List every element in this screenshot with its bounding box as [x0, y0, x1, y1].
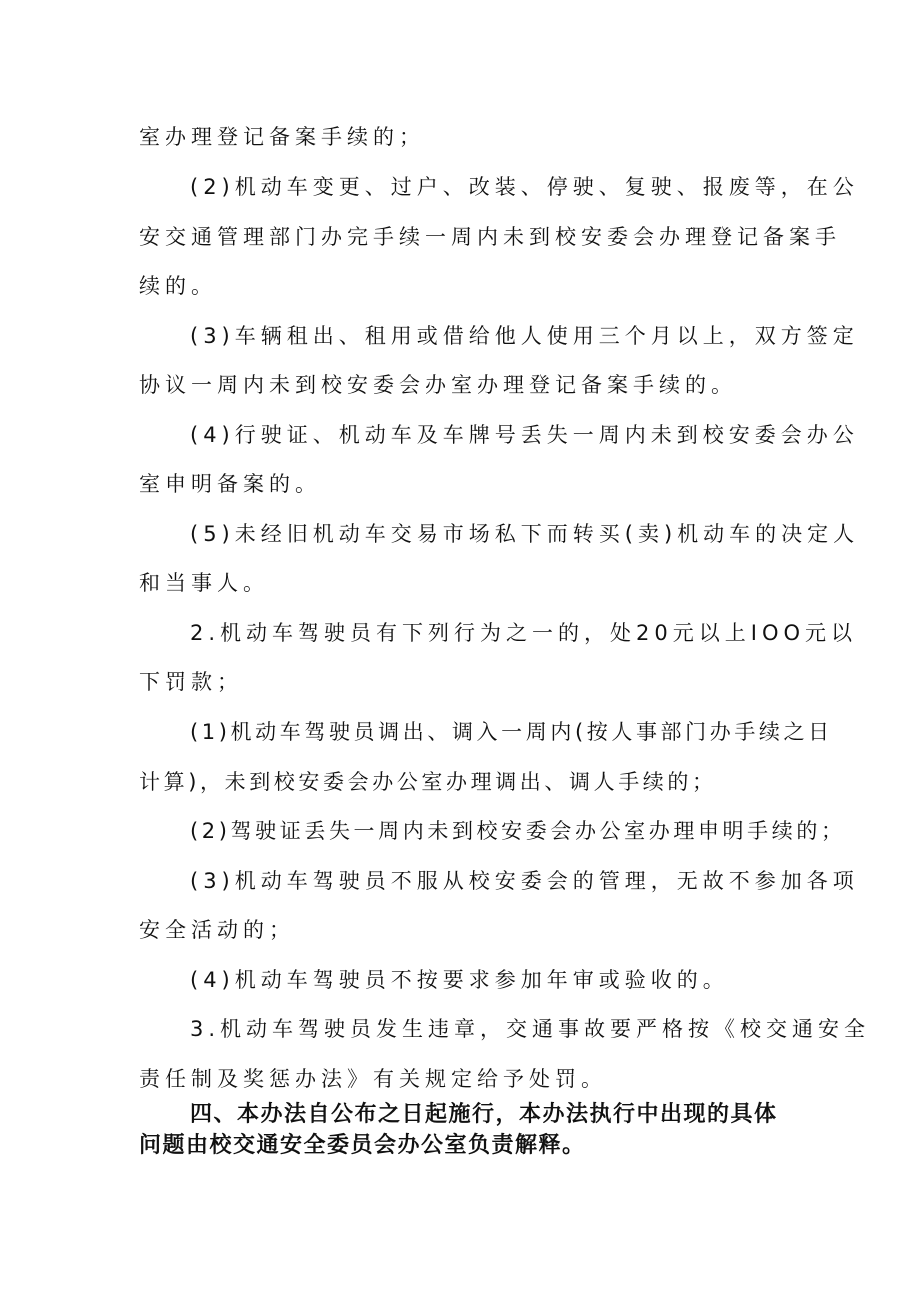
text-line: 2.机动车驾驶员有下列行为之一的，处20元以上IOO元以 [190, 621, 858, 645]
text-line: (2)驾驶证丢失一周内未到校安委会办公室办理申明手续的； [190, 819, 846, 843]
text-line: 下罚款； [139, 670, 243, 694]
text-line: (3)车辆租出、租用或借给他人使用三个月以上，双方签定 [190, 324, 859, 348]
text-line: 协议一周内未到校安委会办室办理登记备案手续的。 [139, 373, 737, 397]
text-line: (4)行驶证、机动车及车牌号丢失一周内未到校安委会办公 [190, 423, 859, 447]
text-line: (5)未经旧机动车交易市场私下而转买(卖)机动车的决定人 [190, 522, 860, 546]
text-line: 四、本办法自公布之日起施行，本办法执行中出现的具体 [190, 1102, 778, 1127]
text-line: 责任制及奖惩办法》有关规定给予处罚。 [139, 1067, 607, 1091]
text-line: (3)机动车驾驶员不服从校安委会的管理，无故不参加各项 [190, 869, 859, 893]
text-line: 问题由校交通安全委员会办公室负责解释。 [139, 1133, 586, 1158]
text-line: 续的。 [139, 274, 217, 298]
text-line: 室申明备案的。 [139, 472, 321, 496]
text-line: 安全活动的； [139, 918, 295, 942]
text-line: 和当事人。 [139, 571, 269, 595]
text-line: (2)机动车变更、过户、改装、停驶、复驶、报废等，在公 [190, 175, 859, 199]
text-line: (4)机动车驾驶员不按要求参加年审或验收的。 [190, 968, 729, 992]
text-line: 计算)，未到校安委会办公室办理调出、调人手续的； [139, 770, 717, 794]
text-line: 3.机动车驾驶员发生违章，交通事故要严格按《校交通安全 [190, 1017, 871, 1041]
text-line: 室办理登记备案手续的； [139, 125, 425, 149]
text-line: (1)机动车驾驶员调出、调入一周内(按人事部门办手续之日 [190, 720, 833, 744]
text-line: 安交通管理部门办完手续一周内未到校安委会办理登记备案手 [139, 225, 841, 249]
